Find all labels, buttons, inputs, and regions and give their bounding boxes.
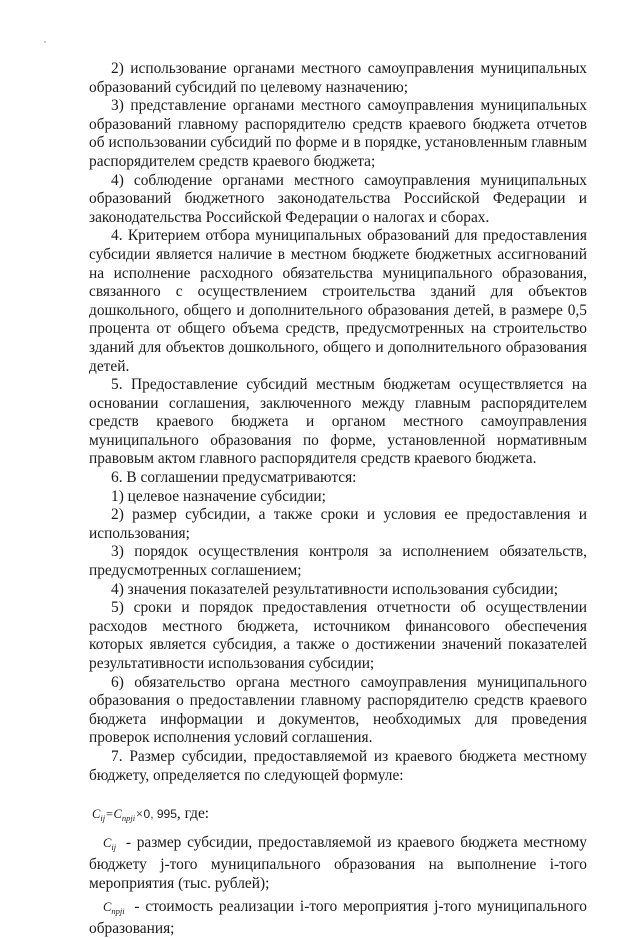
paragraph-item-3: 3) представление органами местного самоуправления муниципальных образований главному распорядителю средств краевого бюджета отчетов об использовании субсидий по форме и в порядке, установленным главным распорядителем средств краевого бюджета;	[89, 97, 587, 170]
paragraph-section-4: 4. Критерием отбора муниципальных образований для предоставления субсидии является наличие в местном бюджете бюджетных ассигнований на исполнение расходного обязательства муниципального образования, связанного с осуществлением строительства зданий для объектов дошкольного, общего и дополнительного образования детей, в размере 0,5 процента от общего объема средств, предусмотренных на строительство зданий для объектов дошкольного, общего и дополнительного образования детей.	[89, 227, 587, 375]
document-body	[89, 60, 587, 939]
definition-text: - размер субсидии, предоставляемой из краевого бюджета местному бюджету j-того муниципального образования на выполнение i-того мероприятия (тыс. рублей);	[89, 833, 587, 892]
paragraph-section-6: 6. В соглашении предусматриваются:	[111, 469, 357, 487]
agreement-item-4: 4) значения показателей результативности использования субсидии;	[111, 580, 559, 598]
formula-line	[92, 805, 587, 828]
definition-text: - стоимость реализации i-того мероприятия j-того муниципального образования;	[89, 897, 587, 938]
formula-rhs: C	[113, 807, 122, 822]
agreement-item-6: 6) обязательство органа местного самоуправления муниципального образования о предоставлении главному распорядителю средств краевого бюджета информации и документов, необходимых для проведения проверок исполнения условий соглашения.	[89, 673, 587, 747]
formula-lhs: C	[92, 807, 101, 822]
formula-rhs-subscript: прji	[121, 813, 136, 824]
agreement-item-2: 2) размер субсидии, а также сроки и условия ее предоставления и использования;	[89, 506, 587, 542]
subsidy-formula	[89, 805, 587, 939]
formula-coefficient: 0, 995	[143, 807, 177, 822]
agreement-item-3: 3) порядок осуществления контроля за исполнением обязательств, предусмотренных соглашением;	[89, 543, 587, 580]
definition-symbol	[103, 834, 116, 857]
paragraph-item-4: 4) соблюдение органами местного самоуправления муниципальных образований бюджетного законодательства Российской Федерации и законодательства Российской Федерации о налогах и сборах.	[89, 171, 587, 226]
definition-c-prji	[89, 898, 587, 939]
definition-symbol	[103, 898, 125, 921]
definition-symbol-subscript: прji	[111, 905, 125, 916]
paragraph-section-7: 7. Размер субсидии, предоставляемой из краевого бюджета местному бюджету, определяется по следующей формуле:	[89, 747, 587, 784]
agreement-item-1: 1) целевое назначение субсидии;	[111, 487, 326, 505]
formula-operator: ×	[135, 807, 144, 822]
scan-dot	[44, 41, 46, 43]
agreement-item-5: 5) сроки и порядок предоставления отчетности об осуществлении расходов местного бюджета, источником финансового обеспечения которых является субсидия, а также о достижении значений показателей результативности использования субсидии;	[89, 599, 587, 672]
formula-equals: =	[105, 807, 114, 822]
paragraph-section-5: 5. Предоставление субсидий местным бюджетам осуществляется на основании соглашения, заключенного между главным распорядителем средств краевого бюджета и органом местного самоуправления муниципального образования по форме, установленной нормативным правовым актом главного распорядителя средств краевого бюджета.	[89, 376, 587, 468]
formula-expression	[92, 807, 177, 824]
definition-symbol-subscript: ij	[111, 841, 117, 852]
definition-symbol-letter: C	[103, 899, 112, 914]
formula-lhs-subscript: ij	[100, 813, 106, 824]
formula-tail: , где:	[176, 805, 210, 823]
definition-c-ij	[89, 834, 587, 894]
definition-symbol-letter: C	[103, 835, 112, 850]
paragraph-item-2: 2) использование органами местного самоуправления муниципальных образований субсидий по целевому назначению;	[89, 60, 587, 96]
